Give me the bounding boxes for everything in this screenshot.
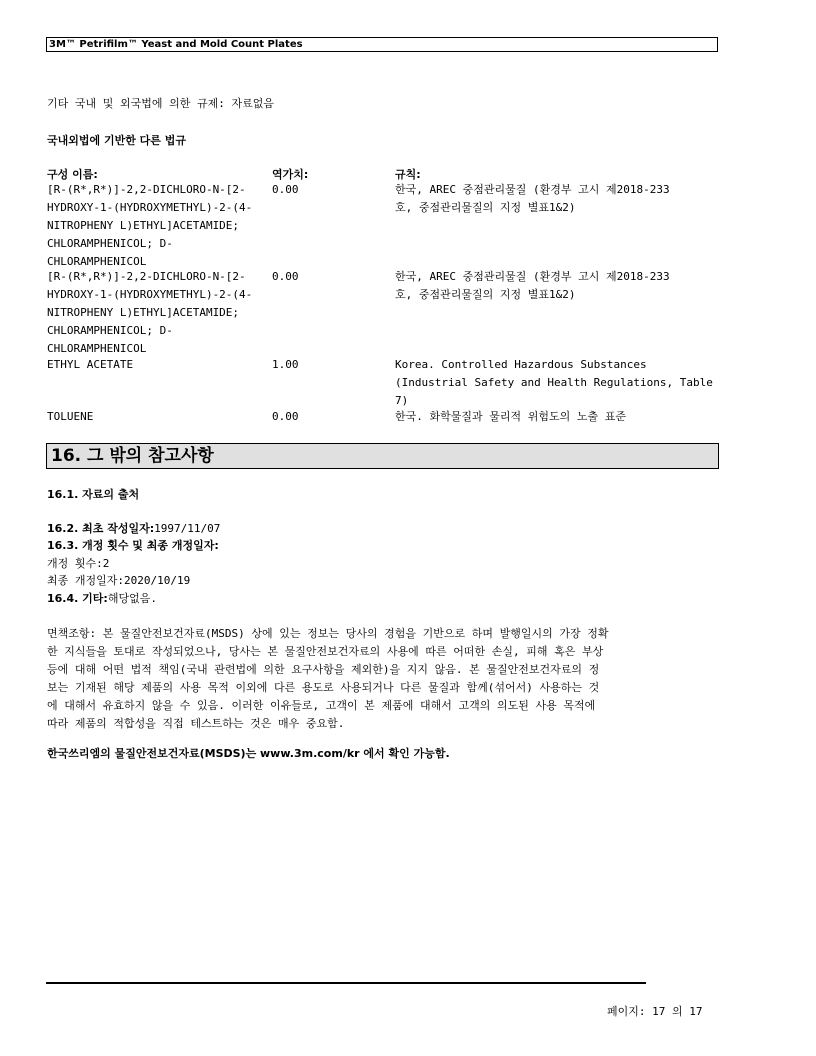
section-16-4-value: 해당없음.	[107, 592, 157, 605]
document-header: 3M™ Petrifilm™ Yeast and Mold Count Plates	[46, 37, 718, 52]
section-16-3-heading: 16.3. 개정 횟수 및 최종 개정일자:	[47, 539, 219, 552]
regulations-heading: 국내외법에 기반한 다른 법규	[47, 134, 186, 147]
revision-date: 최종 개정일자:2020/10/19	[47, 574, 191, 587]
section-16-1-heading: 16.1. 자료의 출처	[47, 488, 140, 501]
section-16-2	[47, 520, 220, 538]
component-name: TOLUENE	[47, 410, 94, 423]
threshold-value: 0.00	[272, 270, 299, 283]
component-name: [R-(R*,R*)]-2,2-DICHLORO-N-[2- HYDROXY-1-(HYDROXYMETHYL)-2-(4- NITROPHENY L)ETHYL]ACETAMIDE; CHLORAMPHENICOL; D- CHLORAMPHENICOL	[47, 183, 253, 268]
regulation-text: 한국. 화학물질과 물리적 위험도의 노출 표준	[395, 410, 627, 423]
component-name: [R-(R*,R*)]-2,2-DICHLORO-N-[2- HYDROXY-1-(HYDROXYMETHYL)-2-(4- NITROPHENY L)ETHYL]ACETAMIDE; CHLORAMPHENICOL; D- CHLORAMPHENICOL	[47, 270, 253, 355]
disclaimer-paragraph: 면책조항: 본 물질안전보건자료(MSDS) 상에 있는 정보는 당사의 경험을 기반으로 하며 발행일시의 가장 정확 한 지식들을 토대로 작성되었으나, 당사는 본 물질안전보건자료의 사용에 따른 어떠한 손실, 피해 혹은 부상 등에 대해 어떤 법적 책임(국내 관련법에 의한 요구사항을 제외한)을 지지 않음. 본 물질안전보건자료의 정 보는 기재된 해당 제품의 사용 목적 이외에 다른 용도로 사용되거나 다른 물질과 함께(섞어서) 사용하는 것 에 대해서 유효하지 않을 수 있음. 이러한 이유들로, 고객이 본 제품에 대해서 고객의 의도된 사용 목적에 따라 제품의 적합성을 직접 테스트하는 것은 매우 중요함.	[47, 627, 609, 730]
col-header-name: 구성 이름:	[47, 168, 98, 181]
regulation-text: 한국, AREC 중점관리물질 (환경부 고시 제2018-233 호, 중점관리물질의 지정 별표1&2)	[395, 183, 670, 214]
col-header-threshold: 역가치:	[272, 168, 309, 181]
regulation-text: Korea. Controlled Hazardous Substances (Industrial Safety and Health Regulations, Table 7)	[395, 358, 713, 407]
page-number: 페이지: 17 의 17	[607, 1005, 703, 1018]
threshold-value: 0.00	[272, 410, 299, 423]
section-16-4-label: 16.4. 기타:	[47, 592, 108, 605]
revision-count: 개정 횟수:2	[47, 557, 110, 570]
msds-availability-note: 한국쓰리엠의 물질안전보건자료(MSDS)는 www.3m.com/kr 에서 확인 가능함.	[47, 747, 450, 760]
footer-divider	[46, 982, 646, 984]
other-regulations-text: 기타 국내 및 외국법에 의한 규제: 자료없음	[47, 97, 274, 110]
threshold-value: 0.00	[272, 183, 299, 196]
section-16-2-label: 16.2. 최초 작성일자:	[47, 522, 155, 535]
col-header-regulation: 규칙:	[395, 168, 421, 181]
regulation-text: 한국, AREC 중점관리물질 (환경부 고시 제2018-233 호, 중점관리물질의 지정 별표1&2)	[395, 270, 670, 301]
first-created-date: 1997/11/07	[154, 522, 221, 535]
section-16-title: 16. 그 밖의 참고사항	[46, 443, 719, 469]
component-name: ETHYL ACETATE	[47, 358, 134, 371]
section-16-4	[47, 590, 157, 608]
threshold-value: 1.00	[272, 358, 299, 371]
